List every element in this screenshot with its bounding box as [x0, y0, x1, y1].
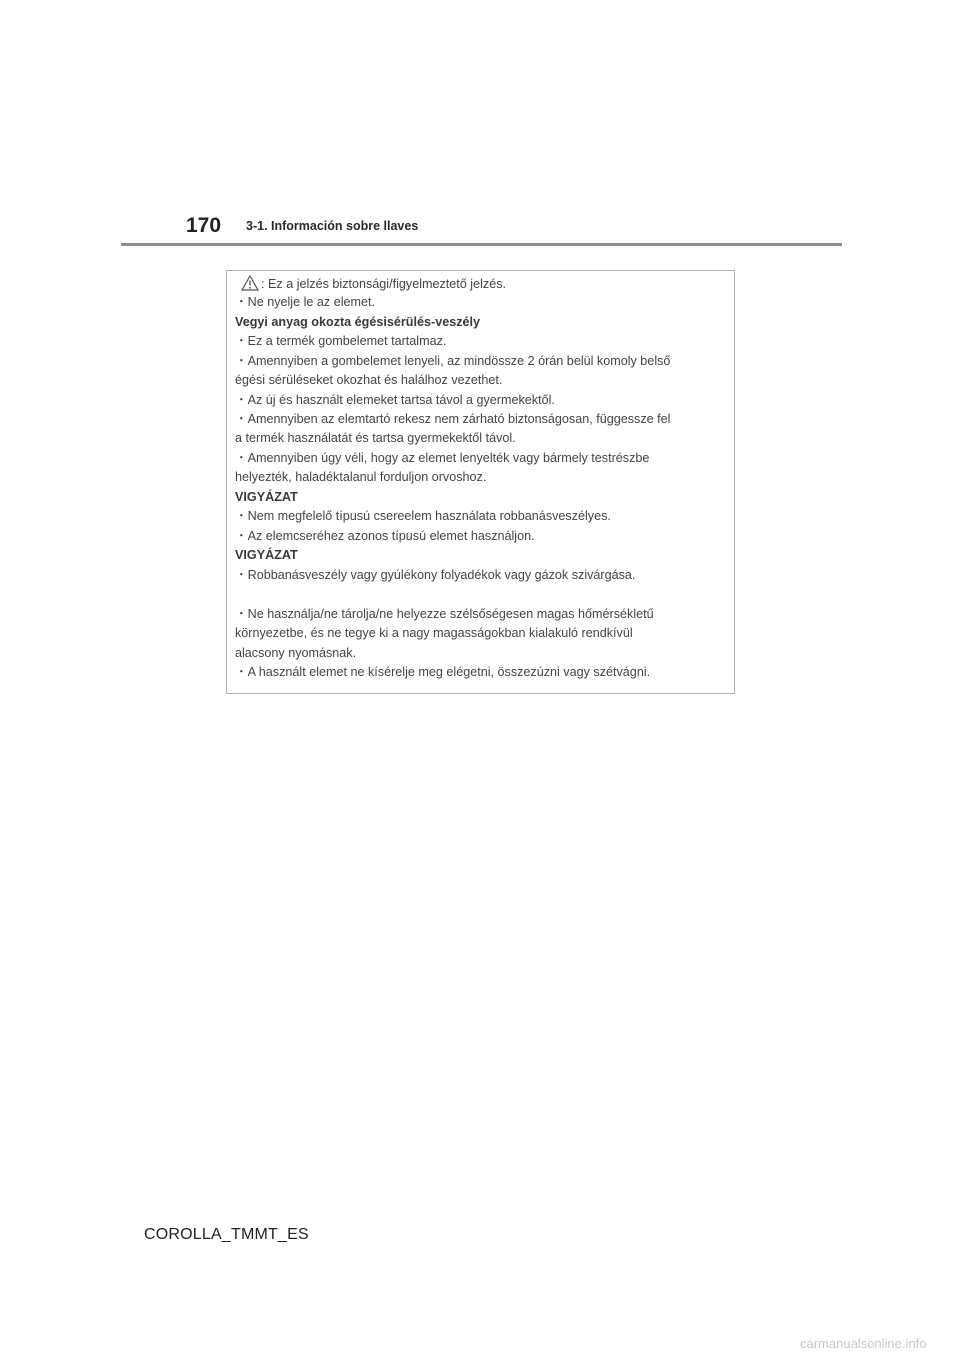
warning-line: ・A használt elemet ne kísérelje meg elégetni, összezúzni vagy szétvágni.	[235, 665, 651, 679]
warning-intro-text: : Ez a jelzés biztonsági/figyelmeztető jelzés.	[261, 277, 506, 291]
warning-line: VIGYÁZAT	[235, 490, 298, 504]
page-number: 170	[186, 214, 222, 237]
warning-line: ・Ez a termék gombelemet tartalmaz.	[235, 334, 447, 348]
warning-line: ・Ne használja/ne tárolja/ne helyezze szélsőségesen magas hőmérsékletű	[235, 607, 654, 621]
warning-triangle-icon	[241, 275, 259, 291]
warning-line: ・Nem megfelelő típusú csereelem használata robbanásveszélyes.	[235, 509, 611, 523]
warning-line: a termék használatát és tartsa gyermekektől távol.	[235, 431, 516, 445]
warning-line: ・Ne nyelje le az elemet.	[235, 295, 375, 309]
warning-intro-line	[235, 275, 506, 292]
header-rule	[121, 243, 842, 246]
warning-box	[226, 270, 735, 694]
warning-line: ・Amennyiben a gombelemet lenyeli, az mindössze 2 órán belül komoly belső	[235, 354, 671, 368]
watermark: carmanualsonline.info	[800, 1336, 927, 1351]
warning-line: ・Az elemcseréhez azonos típusú elemet használjon.	[235, 529, 535, 543]
warning-line: ・Amennyiben az elemtartó rekesz nem zárható biztonságosan, függessze fel	[235, 412, 671, 426]
warning-line: ・Az új és használt elemeket tartsa távol a gyermekektől.	[235, 393, 555, 407]
warning-line: Vegyi anyag okozta égésisérülés-veszély	[235, 315, 481, 329]
section-title: 3-1. Información sobre llaves	[246, 219, 419, 233]
warning-line: ・Robbanásveszély vagy gyúlékony folyadékok vagy gázok szivárgása.	[235, 568, 636, 582]
warning-line: ・Amennyiben úgy véli, hogy az elemet lenyelték vagy bármely testrészbe	[235, 451, 650, 465]
footer-model-code: COROLLA_TMMT_ES	[144, 1226, 309, 1243]
warning-line: alacsony nyomásnak.	[235, 646, 357, 660]
warning-line: égési sérüléseket okozhat és halálhoz vezethet.	[235, 373, 503, 387]
warning-line: környezetbe, és ne tegye ki a nagy magasságokban kialakuló rendkívül	[235, 626, 633, 640]
warning-line: helyezték, haladéktalanul forduljon orvoshoz.	[235, 470, 487, 484]
warning-line: VIGYÁZAT	[235, 548, 298, 562]
